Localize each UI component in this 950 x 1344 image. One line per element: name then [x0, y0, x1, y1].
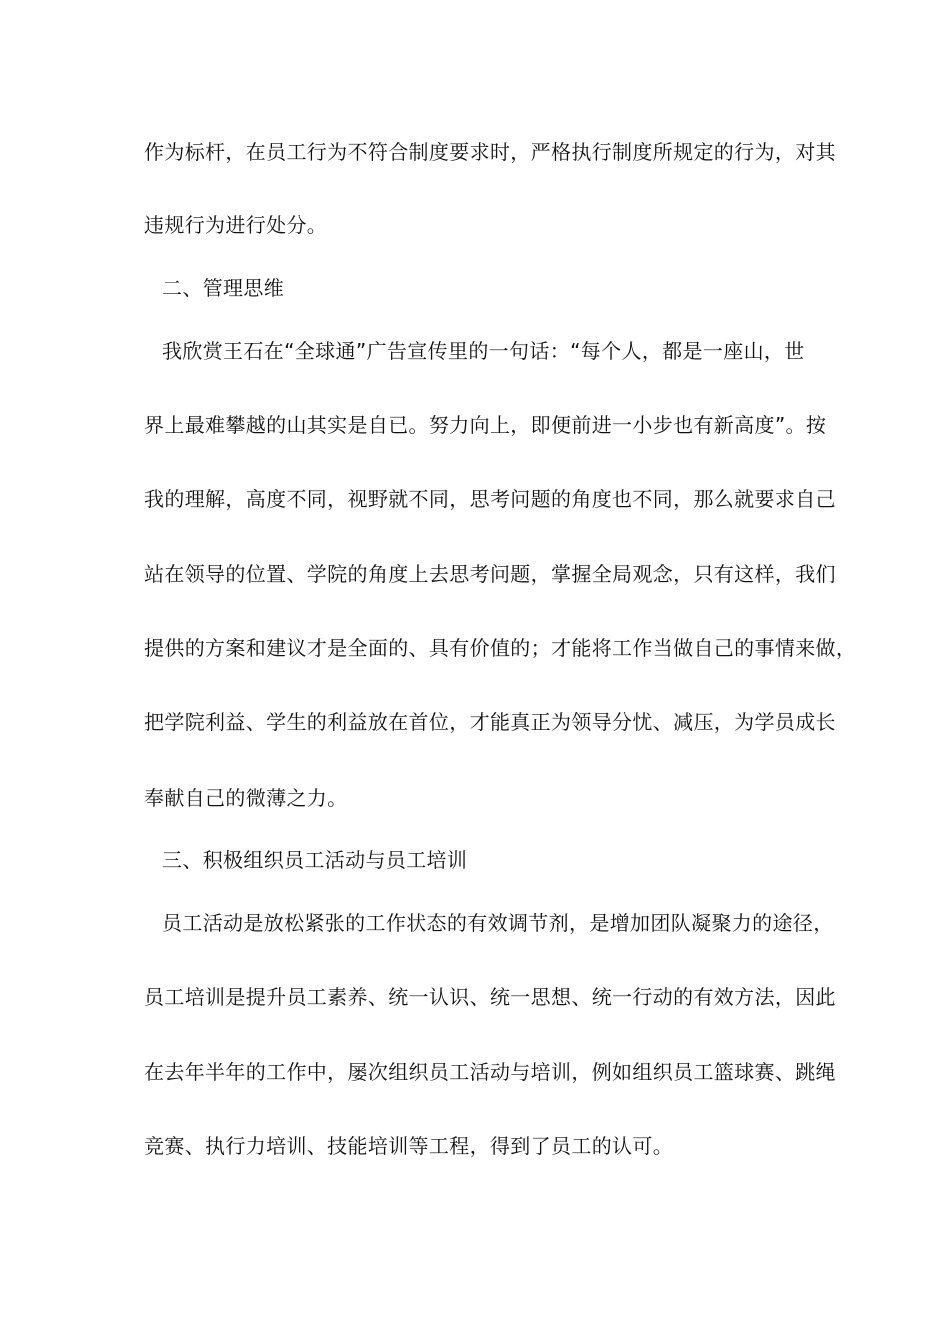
paragraph-line: 员工活动是放松紧张的工作状态的有效调节剂，是增加团队凝聚力的途径， — [162, 911, 834, 935]
paragraph-line: 竞赛、执行力培训、技能培训等工程，得到了员工的认可。 — [144, 1134, 674, 1158]
paragraph-line: 员工培训是提升员工素养、统一认识、统一思想、统一行动的有效方法，因此 — [144, 985, 836, 1009]
paragraph-line: 我欣赏王石在“全球通”广告宣传里的一句话：“每个人，都是一座山，世 — [162, 339, 805, 363]
paragraph-line: 奉献自己的微薄之力。 — [144, 786, 348, 810]
paragraph-line: 违规行为进行处分。 — [144, 213, 328, 237]
paragraph-line: 界上最难攀越的山其实是自已。努力向上，即便前进一小步也有新高度”。按 — [144, 413, 827, 437]
paragraph-line: 提供的方案和建议才是全面的、具有价值的；才能将工作当做自己的事情来做， — [144, 636, 857, 660]
paragraph-line: 我的理解，高度不同，视野就不同，思考问题的角度也不同，那么就要求自己 — [144, 487, 836, 511]
paragraph-line: 作为标杆，在员工行为不符合制度要求时，严格执行制度所规定的行为，对其 — [144, 140, 836, 164]
paragraph-line: 站在领导的位置、学院的角度上去思考问题，掌握全局观念，只有这样，我们 — [144, 562, 836, 586]
paragraph-line: 把学院利益、学生的利益放在首位，才能真正为领导分忧、减压，为学员成长 — [144, 710, 836, 734]
paragraph-line: 在去年半年的工作中，屡次组织员工活动与培训，例如组织员工篮球赛、跳绳 — [144, 1060, 836, 1084]
section-heading-management-thinking: 二、管理思维 — [162, 276, 285, 300]
section-heading-staff-activities: 三、积极组织员工活动与员工培训 — [162, 848, 468, 872]
